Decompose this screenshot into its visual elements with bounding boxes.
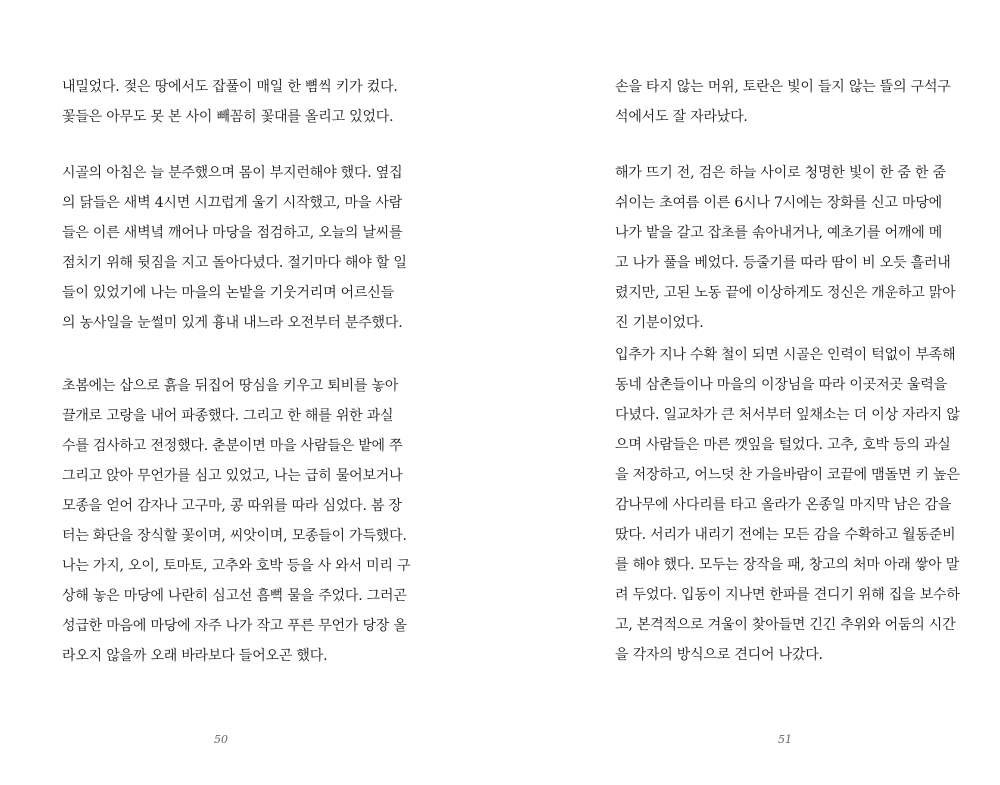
text-line: 땄다. 서리가 내리기 전에는 모든 감을 수확하고 월동준비 <box>615 527 956 543</box>
text-line: 들은 이른 새벽녘 깨어나 마당을 점검하고, 오늘의 날씨를 <box>62 225 403 241</box>
right-page <box>500 0 1000 785</box>
text-line: 의 농사일을 눈썰미 있게 흉내 내느라 오전부터 분주했다. <box>62 315 403 331</box>
text-line: 터는 화단을 장식할 꽃이며, 씨앗이며, 모종들이 가득했다. <box>62 528 407 544</box>
text-line: 진 기분이었다. <box>615 315 704 331</box>
text-line: 들이 있었기에 나는 마을의 논밭을 기웃거리며 어르신들 <box>62 285 394 301</box>
text-line: 라오지 않을까 오래 바라보다 들어오곤 했다. <box>62 648 328 664</box>
text-line: 손을 타지 않는 머위, 토란은 빛이 들지 않는 뜰의 구석구 <box>615 79 951 95</box>
text-line: 나는 가지, 오이, 토마토, 고추와 호박 등을 사 와서 미리 구 <box>62 558 411 574</box>
text-line: 고 나가 풀을 베었다. 등줄기를 따라 땀이 비 오듯 흘러내 <box>615 255 951 271</box>
text-line: 석에서도 잘 자라났다. <box>615 109 748 125</box>
text-line: 수를 검사하고 전정했다. 춘분이면 마을 사람들은 밭에 쭈 <box>62 438 403 454</box>
paragraph <box>62 72 398 132</box>
text-line: 시골의 아침은 늘 분주했으며 몸이 부지런해야 했다. 옆집 <box>62 165 403 181</box>
text-line: 상해 놓은 마당에 나란히 심고선 흠뻑 물을 주었다. 그러곤 <box>62 588 407 604</box>
paragraph <box>615 340 960 670</box>
paragraph <box>615 158 956 338</box>
text-line: 점치기 위해 뒷짐을 지고 돌아다녔다. 절기마다 해야 할 일 <box>62 255 407 271</box>
paragraph <box>615 72 953 132</box>
text-line: 해가 뜨기 전, 검은 하늘 사이로 청명한 빛이 한 줌 한 줌 <box>615 165 946 181</box>
text-line: 성급한 마음에 마당에 자주 나가 작고 푸른 무언가 당장 올 <box>62 618 407 634</box>
text-line: 초봄에는 삽으로 흙을 뒤집어 땅심을 키우고 퇴비를 놓아 <box>62 378 399 394</box>
text-line: 꽃들은 아무도 못 본 사이 빼꼼히 꽃대를 올리고 있었다. <box>62 109 394 125</box>
text-line: 다녔다. 일교차가 큰 처서부터 잎채소는 더 이상 자라지 않 <box>615 407 960 423</box>
text-line: 을 각자의 방식으로 견디어 나갔다. <box>615 647 823 663</box>
text-line: 려 두었다. 입동이 지나면 한파를 견디기 위해 집을 보수하 <box>615 587 960 603</box>
text-line: 그리고 앉아 무언가를 심고 있었고, 나는 급히 물어보거나 <box>62 468 403 484</box>
text-line: 나가 밭을 갈고 잡초를 솎아내거나, 예초기를 어깨에 메 <box>615 225 943 241</box>
text-line: 렸지만, 고된 노동 끝에 이상하게도 정신은 개운하고 맑아 <box>615 285 956 301</box>
page-number: 50 <box>214 733 228 746</box>
text-line: 쉬이는 초여름 이른 6시나 7시에는 장화를 신고 마당에 <box>615 195 942 211</box>
page-number: 51 <box>778 733 792 746</box>
text-line: 를 해야 했다. 모두는 장작을 패, 창고의 처마 아래 쌓아 말 <box>615 557 960 573</box>
text-line: 감나무에 사다리를 타고 올라가 온종일 마지막 남은 감을 <box>615 497 952 513</box>
text-line: 내밀었다. 젖은 땅에서도 잡풀이 매일 한 뼘씩 키가 컸다. <box>62 79 398 95</box>
text-line: 고, 본격적으로 겨울이 찾아들면 긴긴 추위와 어둠의 시간 <box>615 617 956 633</box>
paragraph <box>62 371 411 671</box>
text-line: 입추가 지나 수확 철이 되면 시골은 인력이 턱없이 부족해 <box>615 347 956 363</box>
text-line: 끌개로 고랑을 내어 파종했다. 그리고 한 해를 위한 과실 <box>62 408 394 424</box>
text-line: 으며 사람들은 마른 깻잎을 털었다. 고추, 호박 등의 과실 <box>615 437 951 453</box>
text-line: 동네 삼촌들이나 마을의 이장님을 따라 이곳저곳 울력을 <box>615 377 947 393</box>
text-line: 을 저장하고, 어느덧 찬 가을바람이 코끝에 맴돌면 키 높은 <box>615 467 960 483</box>
paragraph <box>62 158 407 338</box>
text-line: 의 닭들은 새벽 4시면 시끄럽게 울기 시작했고, 마을 사람 <box>62 195 403 211</box>
text-line: 모종을 얻어 감자나 고구마, 콩 따위를 따라 심었다. 봄 장 <box>62 498 402 514</box>
